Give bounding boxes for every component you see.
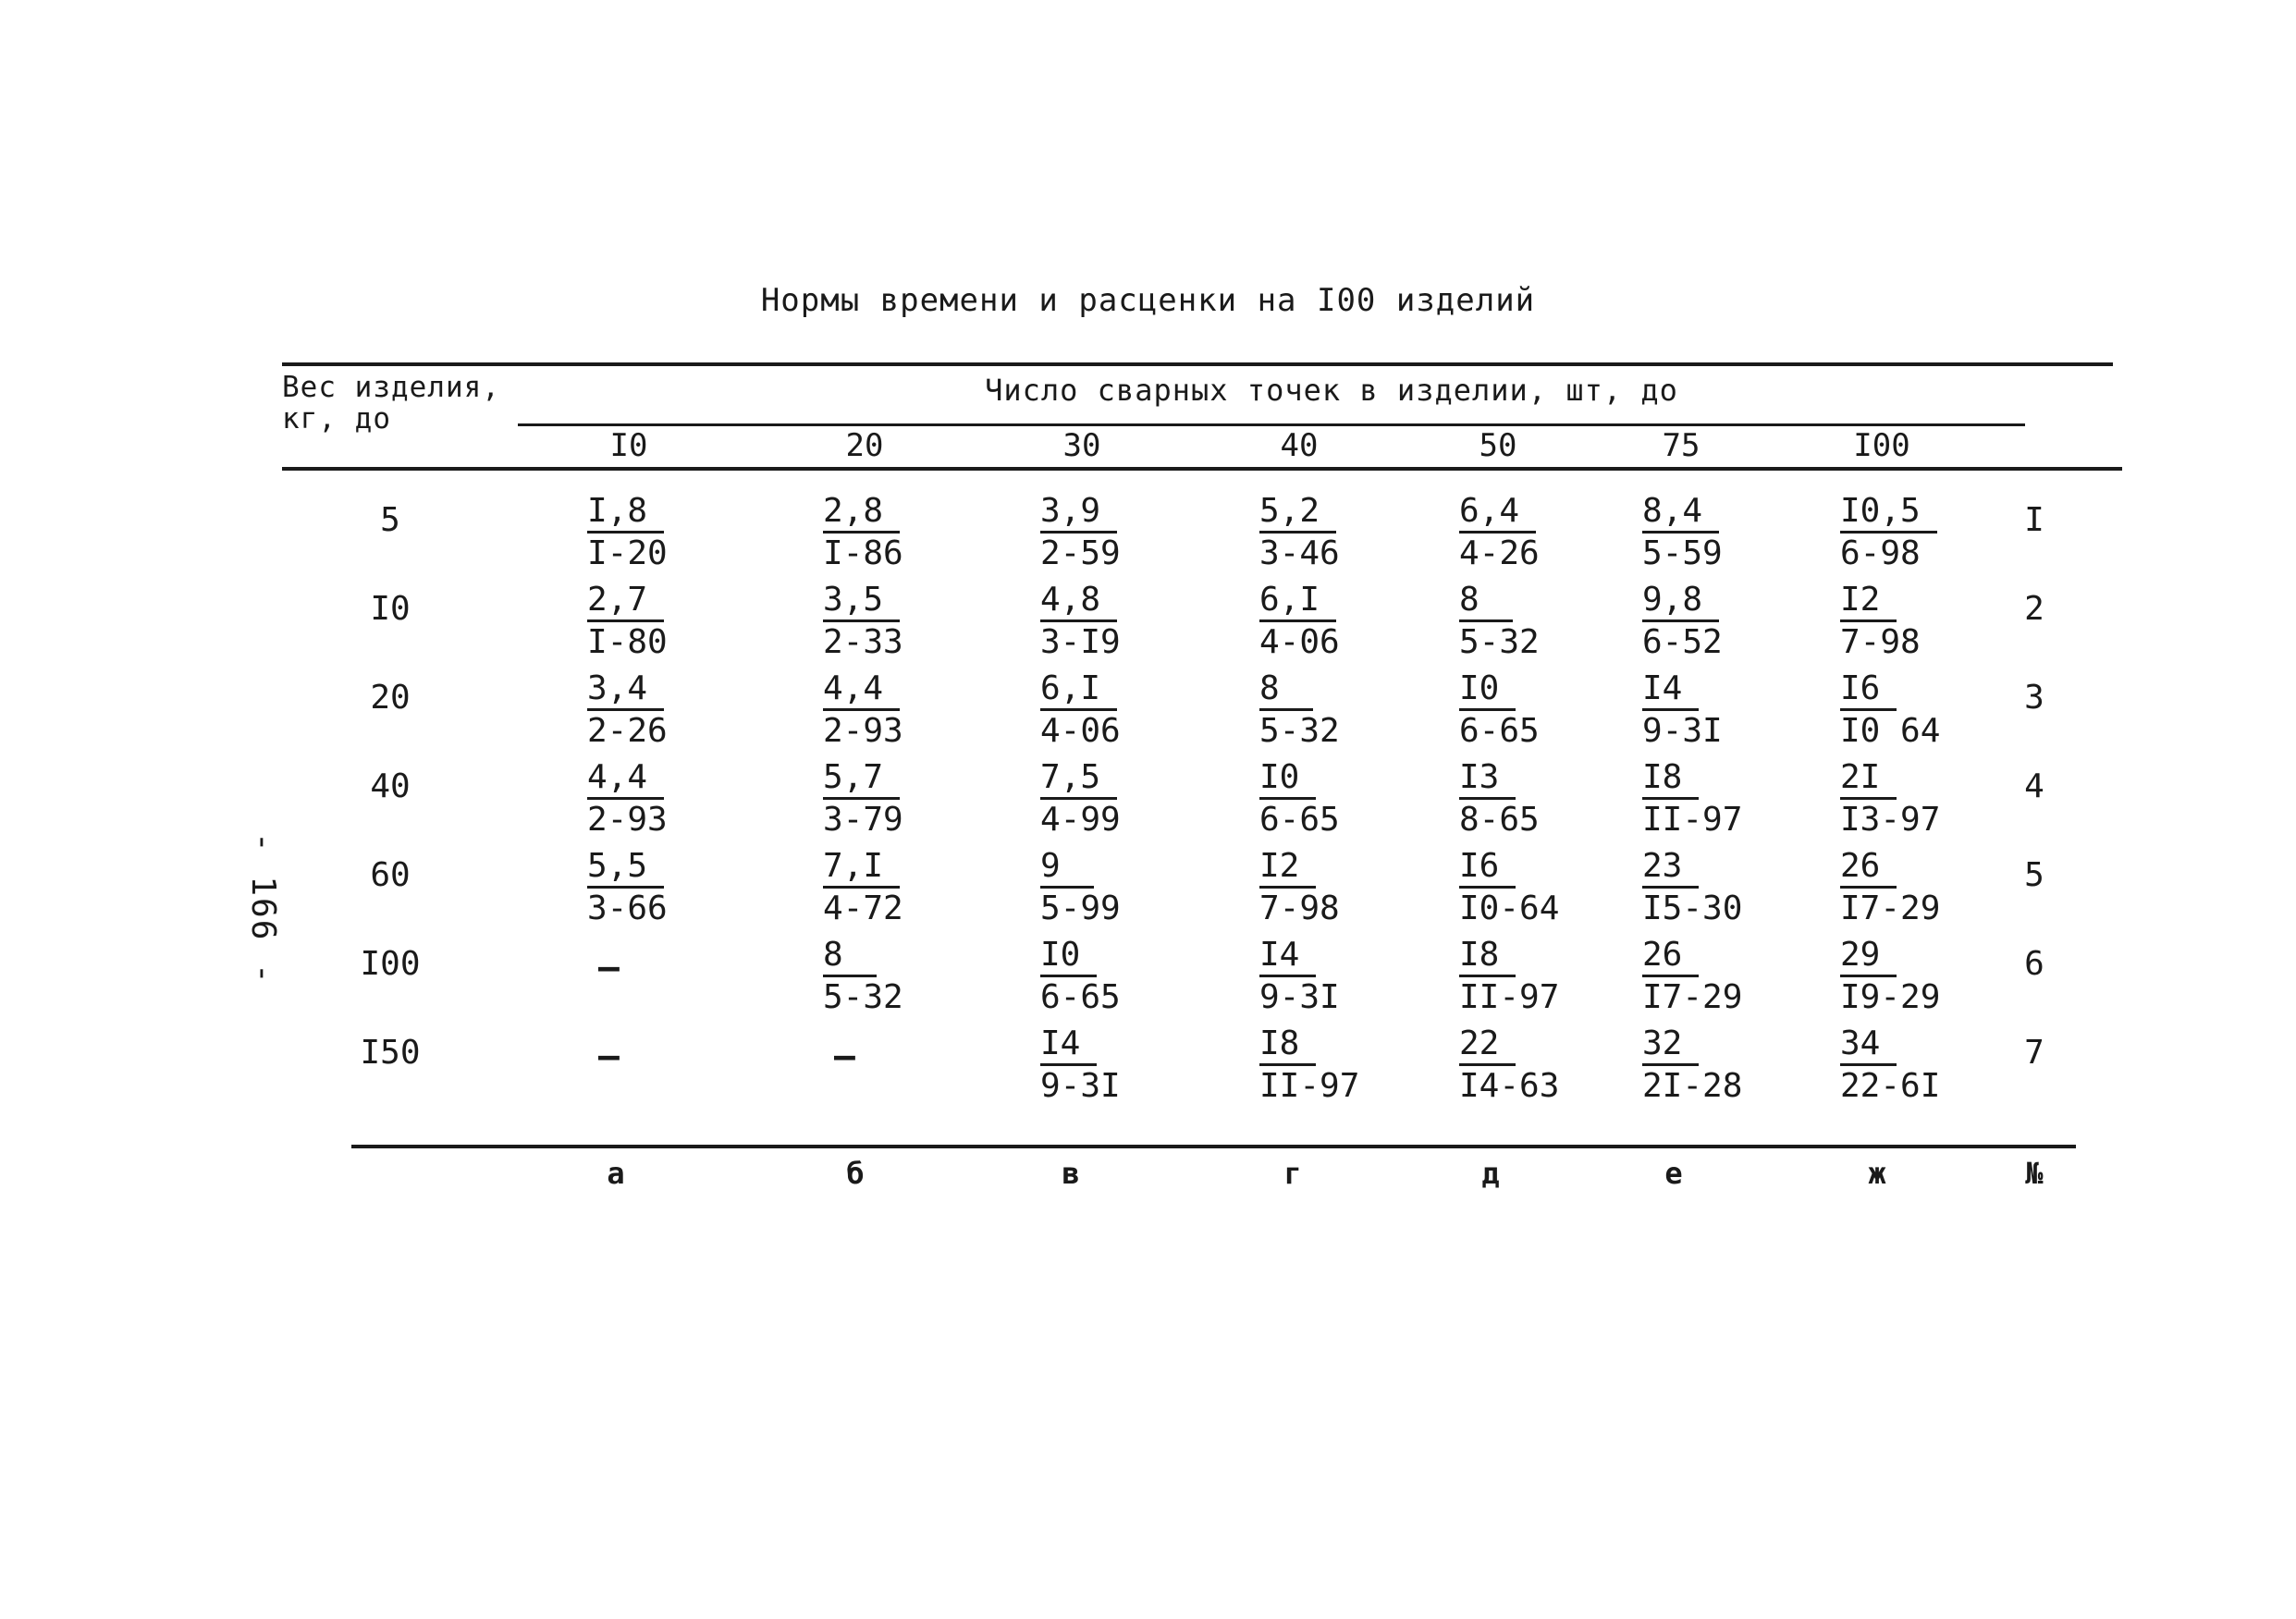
table-cell [587,581,772,663]
norm-time-value: I4 [1040,1024,1097,1066]
table-cell [1040,936,1225,1018]
header-bottom-rule [282,467,2122,471]
column-letter: ж [1868,1156,1886,1191]
rate-value: 4-99 [1040,801,1121,839]
rate-value: I7-29 [1642,978,1743,1016]
rate-value: 4-06 [1259,623,1340,661]
norm-time-value: 3,5 [823,581,900,622]
rate-value: I0-64 [1459,889,1560,927]
norm-time-value: I4 [1259,936,1316,977]
rate-value: 8-65 [1459,801,1540,839]
norm-time-value: 8 [823,936,877,977]
rate-value: I0 64 [1840,712,1941,750]
table-cell [587,669,772,752]
table-cell [1642,1024,1827,1107]
rate-value: 5-32 [1259,712,1340,750]
rate-value: 3-46 [1259,534,1340,572]
rate-value: I-80 [587,623,668,661]
table-cell [1642,581,1827,663]
rate-value: II-97 [1259,1067,1360,1105]
table-cell [1642,492,1827,574]
rate-value: 6-65 [1459,712,1540,750]
table-cell [1459,581,1644,663]
row-number: 6 [2024,945,2044,983]
rate-value: I9-29 [1840,978,1941,1016]
rate-value: 5-32 [1459,623,1540,661]
norm-time-value: 5,7 [823,758,900,800]
table-cell [1840,581,2025,663]
rate-value: 5-99 [1040,889,1121,927]
column-letter: д [1481,1156,1500,1191]
norm-time-value: 3,9 [1040,492,1117,534]
norm-time-value: 32 [1642,1024,1699,1066]
norm-time-value: 34 [1840,1024,1897,1066]
table-cell [1040,581,1225,663]
rate-value: I5-30 [1642,889,1743,927]
table-cell [587,1024,772,1076]
table-cell [1840,847,2025,929]
norm-time-value: 8 [1459,581,1513,622]
rate-value: 6-65 [1040,978,1121,1016]
norm-time-value: 7,I [823,847,900,889]
rate-value: I4-63 [1459,1067,1560,1105]
table-cell [1459,1024,1644,1107]
rate-value: 5-59 [1642,534,1723,572]
norm-time-value: I4 [1642,669,1699,711]
norm-time-value: I0 [1459,669,1516,711]
bottom-rule [351,1145,2076,1148]
table-title: Нормы времени и расценки на I00 изделий [760,282,1536,319]
table-cell [1040,847,1225,929]
table-cell [1040,758,1225,840]
column-letter: г [1283,1156,1302,1191]
rate-value: 4-72 [823,889,903,927]
rate-value: 2-59 [1040,534,1121,572]
column-letter: а [607,1156,625,1191]
norm-time-value: I3 [1459,758,1516,800]
table-cell [823,581,1008,663]
table-cell [823,669,1008,752]
rate-value: 2I-28 [1642,1067,1743,1105]
table-cell [823,492,1008,574]
norm-time-value: 9,8 [1642,581,1719,622]
row-weight: I50 [360,1034,421,1072]
row-number: 5 [2024,856,2044,894]
norm-time-value: I8 [1259,1024,1316,1066]
table-cell [1259,758,1444,840]
rate-value: I7-29 [1840,889,1941,927]
norm-time-value: I2 [1259,847,1316,889]
row-number: 7 [2024,1034,2044,1072]
row-number: 2 [2024,590,2044,628]
page-number: - 166 - [244,832,282,986]
rate-value: 6-52 [1642,623,1723,661]
row-weight: 40 [370,767,411,805]
row-number: 4 [2024,767,2044,805]
weight-header-line1: Вес изделия, [282,371,500,404]
table-cell [587,936,772,987]
table-cell [587,492,772,574]
row-weight: 5 [380,501,400,539]
table-cell [1459,669,1644,752]
table-cell [823,1024,1008,1076]
norm-time-value: 6,4 [1459,492,1536,534]
table-cell [1459,492,1644,574]
table-cell [823,936,1008,1018]
column-header: 20 [845,427,884,464]
norm-time-value: 22 [1459,1024,1516,1066]
norm-time-value: 26 [1840,847,1897,889]
rate-value: 2-26 [587,712,668,750]
rate-value: 4-26 [1459,534,1540,572]
rate-value: 4-06 [1040,712,1121,750]
column-header: I00 [1853,427,1910,464]
table-cell [823,847,1008,929]
points-header: Число сварных точек в изделии, шт, до [985,373,1678,408]
table-cell [1642,936,1827,1018]
column-letter: № [2025,1156,2044,1191]
norm-time-value: I8 [1642,758,1699,800]
norm-time-value: 3,4 [587,669,664,711]
norm-time-value: I8 [1459,936,1516,977]
rate-value: 2-93 [823,712,903,750]
row-weight: 20 [370,679,411,717]
norm-time-value: 4,8 [1040,581,1117,622]
norm-time-value: 8 [1259,669,1313,711]
table-cell [1040,1024,1225,1107]
rate-value: 5-32 [823,978,903,1016]
norm-time-value: 26 [1642,936,1699,977]
norm-time-value: I0,5 [1840,492,1937,534]
column-header: 75 [1662,427,1701,464]
span-rule [518,423,2025,426]
rate-value: 9-3I [1040,1067,1121,1105]
column-header: 30 [1062,427,1101,464]
top-rule [282,362,2113,366]
norm-time-value: 8,4 [1642,492,1719,534]
rate-value: 9-3I [1642,712,1723,750]
table-cell [1642,758,1827,840]
norm-time-value: I6 [1459,847,1516,889]
rate-value: 3-79 [823,801,903,839]
table-cell [1459,936,1644,1018]
table-cell [1840,669,2025,752]
rate-value: 2-93 [587,801,668,839]
table-cell [1642,669,1827,752]
table-cell [823,758,1008,840]
column-header: 40 [1280,427,1319,464]
rate-value: 3-I9 [1040,623,1121,661]
table-cell [1040,492,1225,574]
norm-time-value: I2 [1840,581,1897,622]
table-cell [587,847,772,929]
rate-value: 3-66 [587,889,668,927]
norm-time-value: 6,I [1259,581,1336,622]
norm-time-value: 2,7 [587,581,664,622]
empty-cell-dash: – [834,1036,855,1076]
row-weight: I00 [360,945,421,983]
table-cell [1840,936,2025,1018]
rate-value: I-86 [823,534,903,572]
weight-header-line2: кг, до [282,402,391,435]
norm-time-value: 4,4 [587,758,664,800]
norm-time-value: 5,5 [587,847,664,889]
norm-time-value: 29 [1840,936,1897,977]
row-weight: I0 [370,590,411,628]
row-number: 3 [2024,679,2044,717]
table-cell [1642,847,1827,929]
table-cell [1459,758,1644,840]
rate-value: II-97 [1459,978,1560,1016]
norm-time-value: I0 [1259,758,1316,800]
column-header: 50 [1479,427,1517,464]
table-cell [587,758,772,840]
norm-time-value: 2I [1840,758,1897,800]
table-cell [1840,492,2025,574]
rate-value: 9-3I [1259,978,1340,1016]
norm-time-value: I0 [1040,936,1097,977]
table-cell [1259,936,1444,1018]
norm-time-value: I6 [1840,669,1897,711]
row-number: I [2024,501,2044,539]
column-letter: в [1062,1156,1080,1191]
rate-value: 22-6I [1840,1067,1941,1105]
table-cell [1459,847,1644,929]
table-cell [1840,1024,2025,1107]
table-cell [1259,581,1444,663]
rate-value: II-97 [1642,801,1743,839]
table-cell [1040,669,1225,752]
norm-time-value: 6,I [1040,669,1117,711]
weight-header [282,372,500,435]
rate-value: 7-98 [1259,889,1340,927]
table-cell [1259,847,1444,929]
rate-value: I-20 [587,534,668,572]
rate-value: 6-98 [1840,534,1921,572]
norm-time-value: 4,4 [823,669,900,711]
rate-value: 2-33 [823,623,903,661]
column-letter: е [1664,1156,1683,1191]
norm-time-value: 23 [1642,847,1699,889]
column-header: I0 [609,427,648,464]
norm-time-value: 7,5 [1040,758,1117,800]
norm-time-value: I,8 [587,492,664,534]
norm-time-value: 9 [1040,847,1094,889]
table-cell [1840,758,2025,840]
column-letter: б [846,1156,865,1191]
norm-time-value: 2,8 [823,492,900,534]
table-cell [1259,492,1444,574]
norm-time-value: 5,2 [1259,492,1336,534]
table-cell [1259,1024,1444,1107]
rate-value: 7-98 [1840,623,1921,661]
row-weight: 60 [370,856,411,894]
empty-cell-dash: – [598,947,620,987]
table-cell [1259,669,1444,752]
rate-value: I3-97 [1840,801,1941,839]
rate-value: 6-65 [1259,801,1340,839]
empty-cell-dash: – [598,1036,620,1076]
